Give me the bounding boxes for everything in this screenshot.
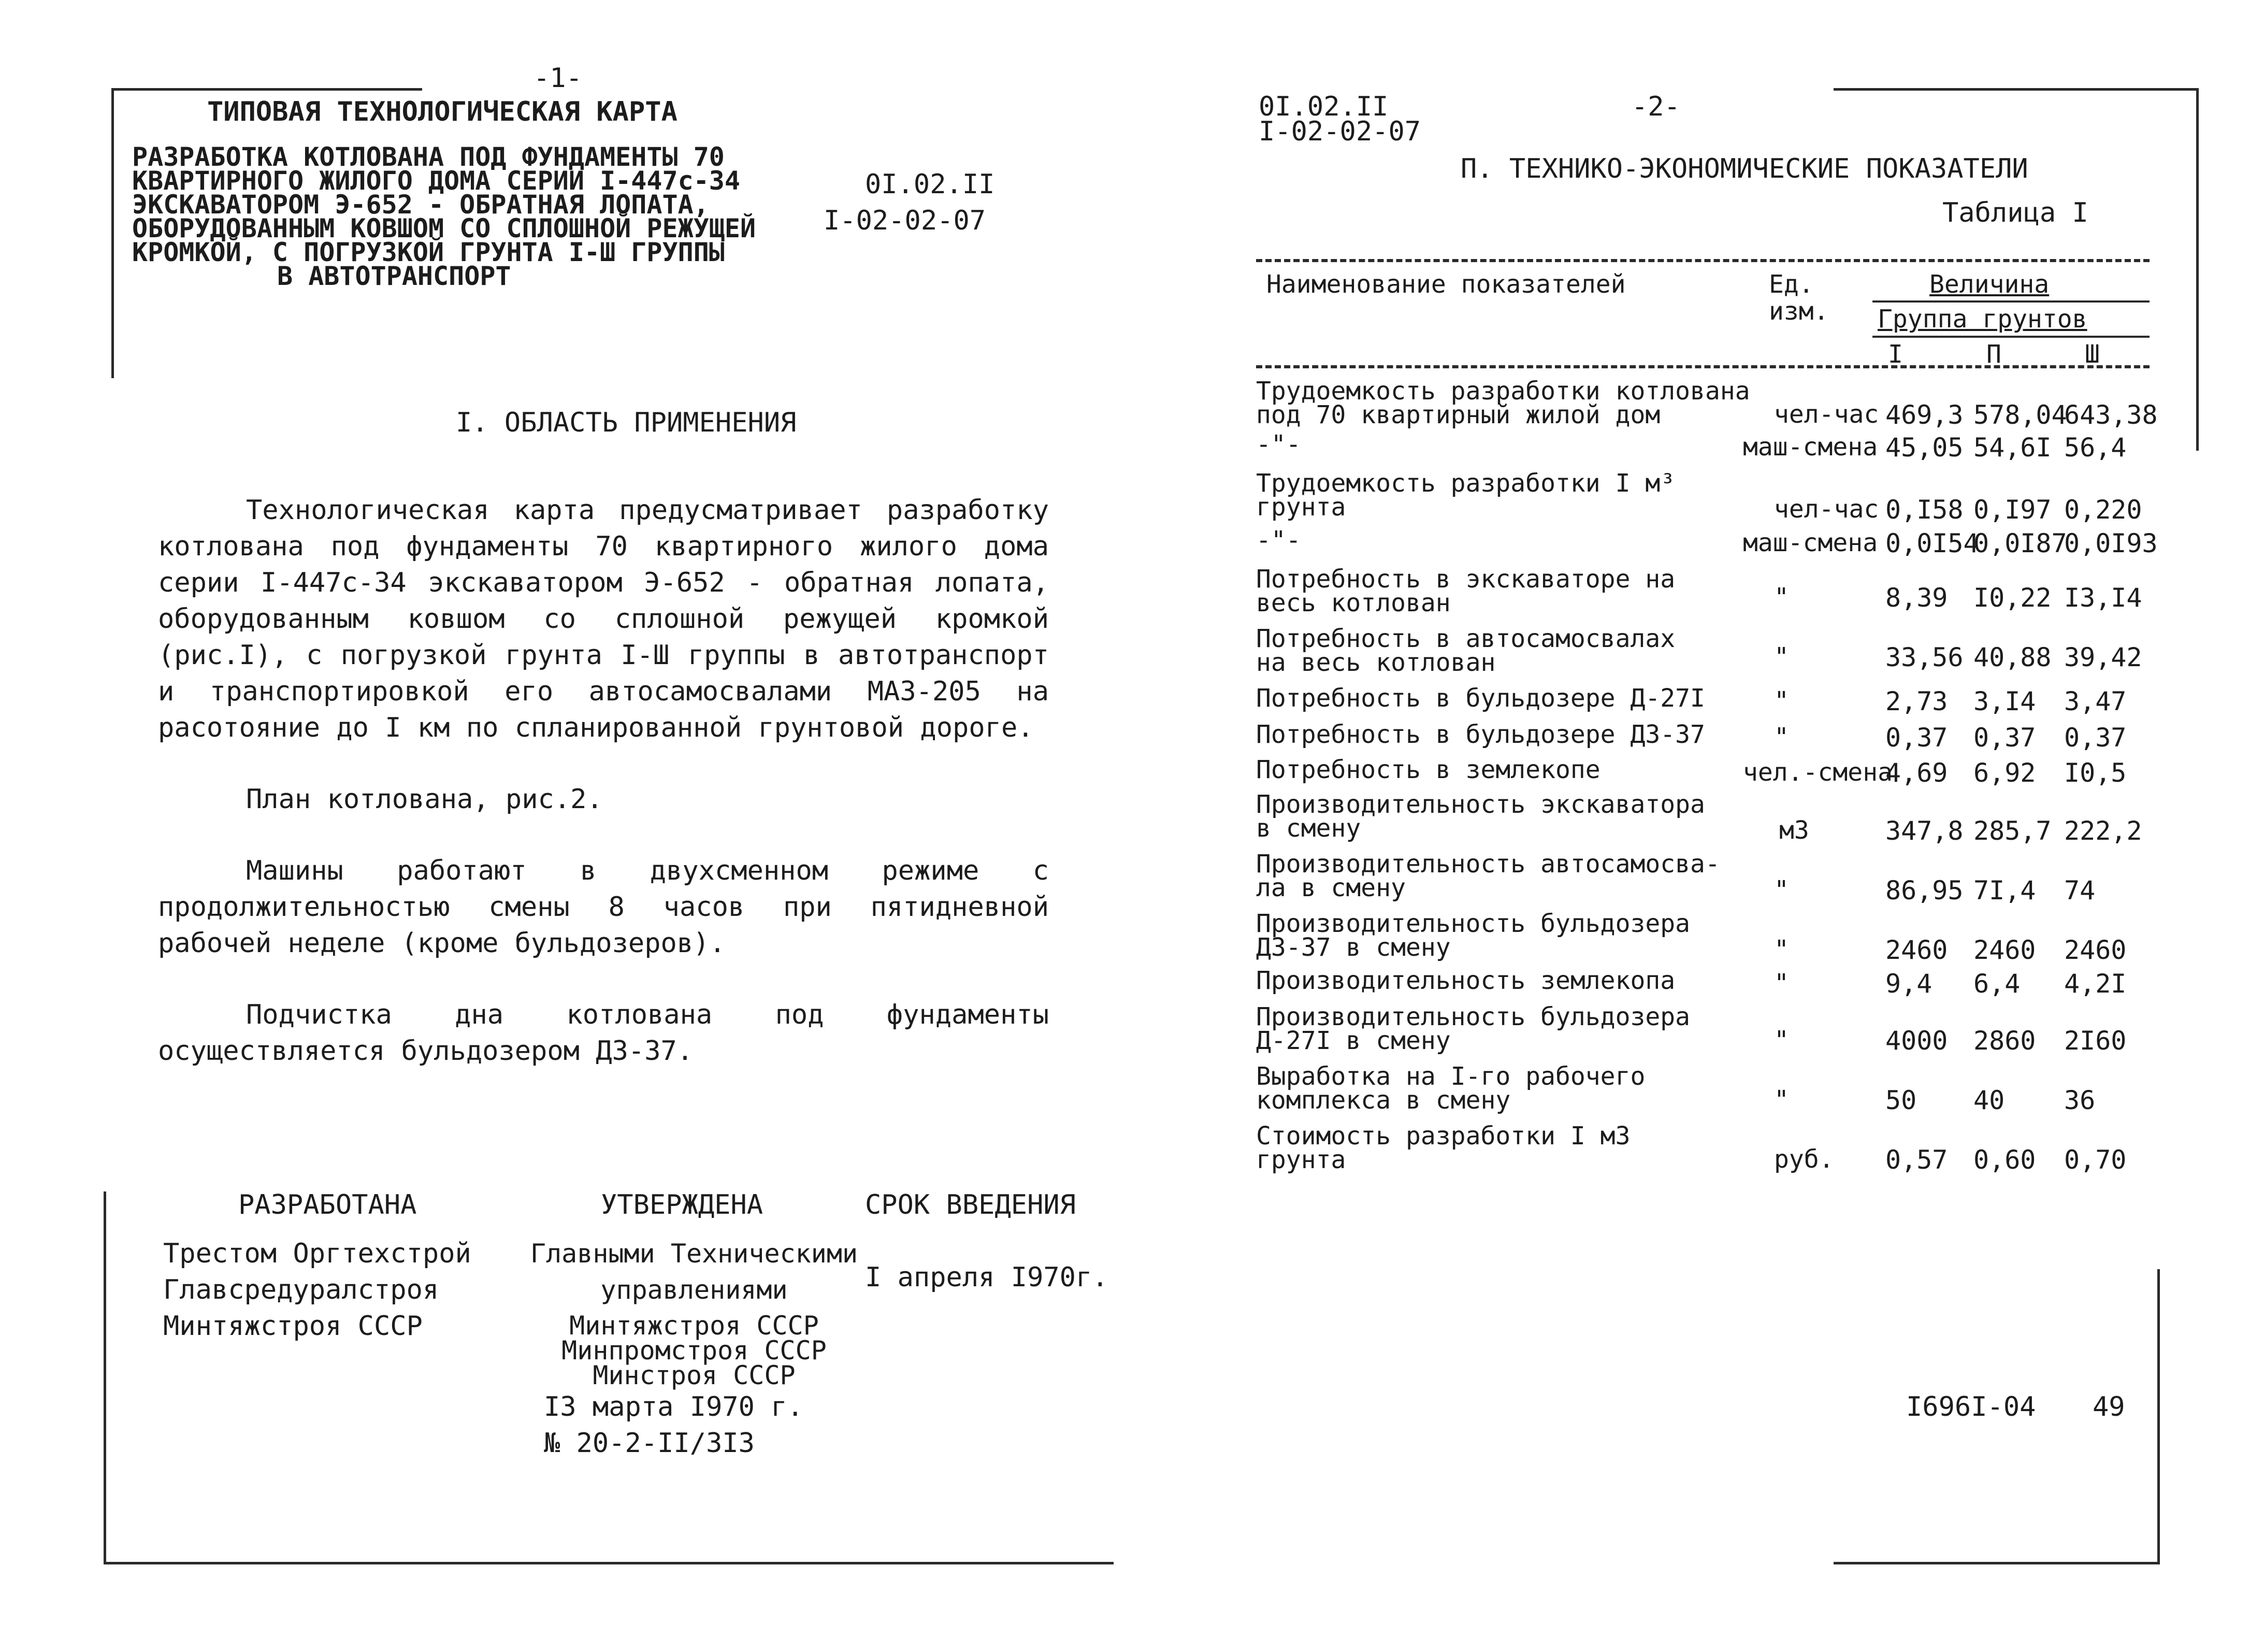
subtitle-line: ЭКСКАВАТОРОМ Э-652 - ОБРАТНАЯ ЛОПАТА, <box>132 190 709 220</box>
row-value: 4,69 <box>1885 758 1948 788</box>
row-value: 0,220 <box>2064 495 2142 525</box>
row-name: Выработка на I-го рабочего комплекса в смену <box>1256 1062 1646 1115</box>
row-value: 36 <box>2064 1085 2096 1115</box>
document-code-1: 0I.02.II <box>865 169 995 200</box>
row-unit: маш-смена <box>1743 528 1878 557</box>
page-number: -1- <box>533 63 582 94</box>
section-title: П. ТЕХНИКО-ЭКОНОМИЧЕСКИЕ ПОКАЗАТЕЛИ <box>1461 153 2028 184</box>
row-value: 7I,4 <box>1973 875 2036 906</box>
row-value: 2460 <box>1885 935 1948 965</box>
row-name: Стоимость разработки I м3 грунта <box>1256 1122 1631 1174</box>
subtitle-line: ОБОРУДОВАННЫМ КОВШОМ СО СПЛОШНОЙ РЕЖУЩЕЙ <box>132 213 756 243</box>
group-col-i: I <box>1888 340 1903 369</box>
header-group-rule <box>1872 336 2150 338</box>
row-value: 222,2 <box>2064 816 2142 846</box>
paragraph: Подчистка дна котлована под фундаменты осуществляется бульдозером ДЗ-37. <box>158 999 1049 1067</box>
row-unit: чел-час <box>1774 400 1879 429</box>
developed-line: Минтяжстроя СССР <box>163 1311 423 1342</box>
deadline-label: СРОК ВВЕДЕНИЯ <box>865 1189 1076 1220</box>
row-value: 2,73 <box>1885 686 1948 716</box>
row-unit: " <box>1774 969 1789 998</box>
table-header-rule <box>1256 365 2150 368</box>
row-value: 0,60 <box>1973 1145 2036 1175</box>
left-frame-bottom <box>104 1562 1114 1564</box>
row-value: I3,I4 <box>2064 583 2142 613</box>
row-unit: " <box>1774 642 1789 671</box>
row-value: 2I60 <box>2064 1026 2127 1056</box>
header-group: Группа грунтов <box>1878 305 2087 334</box>
subtitle-block <box>132 142 756 291</box>
row-value: 9,4 <box>1885 969 1933 999</box>
approved-line: Минпромстроя СССР <box>561 1335 827 1366</box>
row-name: Потребность в экскаваторе на весь котлован <box>1256 565 1676 617</box>
row-name: Трудоемкость разработки I м³ грунта <box>1256 469 1676 522</box>
row-name: Потребность в бульдозере ДЗ-37 <box>1256 720 1705 749</box>
approved-date: I3 марта I970 г. <box>544 1391 803 1423</box>
document-code-2: I-02-02-07 <box>824 205 986 236</box>
developed-label: РАЗРАБОТАНА <box>238 1189 417 1220</box>
header-value-rule <box>1872 300 2150 303</box>
row-value: 33,56 <box>1885 642 1964 672</box>
row-name: Потребность в землекопе <box>1256 755 1600 784</box>
row-value: 0,0I93 <box>2064 528 2158 558</box>
row-value: 6,4 <box>1973 969 2021 999</box>
row-name: Потребность в бульдозере Д-27I <box>1256 684 1705 713</box>
header-value: Величина <box>1929 270 2050 299</box>
section-title: I. ОБЛАСТЬ ПРИМЕНЕНИЯ <box>456 407 797 438</box>
right-frame-bottom <box>1834 1562 2160 1564</box>
group-col-iii: Ш <box>2085 340 2100 369</box>
header-title: ТИПОВАЯ ТЕХНОЛОГИЧЕСКАЯ КАРТА <box>207 96 677 127</box>
row-value: 39,42 <box>2064 642 2142 672</box>
row-value: 56,4 <box>2064 433 2127 463</box>
right-frame-top <box>1834 88 2196 91</box>
row-unit: маш-смена <box>1743 433 1878 462</box>
row-value: 578,04 <box>1973 400 2067 430</box>
row-unit: " <box>1774 723 1789 752</box>
row-value: 0,0I54 <box>1885 528 1979 558</box>
row-name: Производительность землекопа <box>1256 966 1676 995</box>
row-unit: " <box>1774 1085 1789 1114</box>
row-unit: " <box>1774 935 1789 964</box>
approved-label: УТВЕРЖДЕНА <box>601 1189 763 1220</box>
row-value: 4000 <box>1885 1026 1948 1056</box>
subtitle-line: КРОМКОЙ, С ПОГРУЗКОЙ ГРУНТА I-Ш ГРУППЫ <box>132 237 725 267</box>
subtitle-line: КВАРТИРНОГО ЖИЛОГО ДОМА СЕРИИ I-447с-34 <box>132 166 740 196</box>
left-frame-bottom-left <box>104 1191 106 1564</box>
header-unit: изм. <box>1769 297 1829 326</box>
row-name: Потребность в автосамосвалах на весь котлован <box>1256 624 1676 677</box>
row-value: 0,70 <box>2064 1145 2127 1175</box>
subtitle-line: РАЗРАБОТКА КОТЛОВАНА ПОД ФУНДАМЕНТЫ 70 <box>132 142 725 172</box>
right-frame-bottom-right <box>2157 1269 2160 1564</box>
header-unit: Ед. <box>1769 270 1814 299</box>
row-value: 8,39 <box>1885 583 1948 613</box>
header-name: Наименование показателей <box>1266 270 1626 299</box>
row-unit: " <box>1774 583 1789 612</box>
left-frame-left <box>111 88 114 378</box>
row-value: 54,6I <box>1973 433 2052 463</box>
approved-number: № 20-2-II/3I3 <box>544 1428 755 1459</box>
footer-page-number: 49 <box>2093 1391 2125 1423</box>
approved-line: управлениями <box>600 1275 788 1305</box>
row-name: -"- <box>1256 526 1301 555</box>
paragraph: Технологическая карта предусматривает разработку котлована под фундаменты 70 квартирного жилого дома серии I-447с-34 экскаватором Э-652 - обратная лопата, оборудованным ковшом со сплошной режущей кромкой (рис.I), с погрузкой грунта I-Ш группы в автотранспорт и транспортировкой его автосамосвалами МАЗ-205 на расотояние до I км по спланированной грунтовой дороге. <box>158 495 1049 743</box>
row-value: 0,37 <box>1973 723 2036 753</box>
row-value: 2460 <box>1973 935 2036 965</box>
row-value: 347,8 <box>1885 816 1964 846</box>
row-value: 3,I4 <box>1973 686 2036 716</box>
developed-line: Трестом Оргтехстрой <box>163 1238 471 1269</box>
row-value: 469,3 <box>1885 400 1964 430</box>
indicators-table <box>1256 259 2199 1191</box>
left-frame-top <box>111 88 422 91</box>
row-value: 86,95 <box>1885 875 1964 906</box>
row-value: 2860 <box>1973 1026 2036 1056</box>
row-unit: чел-час <box>1774 495 1879 524</box>
row-value: 40,88 <box>1973 642 2052 672</box>
row-value: 2460 <box>2064 935 2127 965</box>
approved-line: Главными Техническими <box>530 1239 858 1269</box>
group-col-ii: П <box>1986 340 2001 369</box>
developed-line: Главсредуралстроя <box>163 1274 439 1305</box>
deadline-value: I апреля I970г. <box>865 1262 1108 1293</box>
row-value: 0,37 <box>1885 723 1948 753</box>
row-value: 0,I97 <box>1973 495 2052 525</box>
row-value: 74 <box>2064 875 2096 906</box>
row-unit: м3 <box>1779 816 1809 845</box>
approved-by <box>528 1236 860 1388</box>
document-code-1: 0I.02.II <box>1259 91 1389 122</box>
row-name: -"- <box>1256 430 1301 459</box>
developed-by <box>163 1236 471 1344</box>
row-unit: чел.-смена <box>1743 758 1893 787</box>
row-value: 45,05 <box>1885 433 1964 463</box>
document-code-2: I-02-02-07 <box>1259 116 1421 147</box>
row-value: I0,5 <box>2064 758 2127 788</box>
row-value: 0,0I87 <box>1973 528 2067 558</box>
row-unit: " <box>1774 686 1789 715</box>
page-number: -2- <box>1632 91 1680 122</box>
table-top-rule <box>1256 259 2150 262</box>
approved-line: Минстроя СССР <box>593 1360 796 1390</box>
row-name: Производительность бульдозера ДЗ-37 в смену <box>1256 909 1691 962</box>
row-value: 0,57 <box>1885 1145 1948 1175</box>
table-label: Таблица I <box>1942 197 2088 228</box>
body-text <box>158 492 1049 1069</box>
row-value: 3,47 <box>2064 686 2127 716</box>
row-value: 285,7 <box>1973 816 2052 846</box>
row-unit: " <box>1774 1026 1789 1055</box>
footer-code: I696I-04 <box>1906 1391 2036 1423</box>
row-name: Производительность бульдозера Д-27I в смену <box>1256 1002 1691 1055</box>
row-value: 0,I58 <box>1885 495 1964 525</box>
row-value: 643,38 <box>2064 400 2158 430</box>
row-value: 50 <box>1885 1085 1917 1115</box>
row-value: 40 <box>1973 1085 2005 1115</box>
row-name: Трудоемкость разработки котлована под 70 квартирный жилой дом <box>1256 377 1750 429</box>
paragraph: План котлована, рис.2. <box>246 784 603 815</box>
row-name: Производительность экскаватора в смену <box>1256 790 1705 843</box>
approved-line: Минтяжстроя СССР <box>569 1311 819 1341</box>
paragraph: Машины работают в двухсменном режиме с продолжительностью смены 8 часов при пятидневной рабочей неделе (кроме бульдозеров). <box>158 855 1049 959</box>
row-unit: " <box>1774 875 1789 904</box>
subtitle-line: В АВТОТРАНСПОРТ <box>277 261 511 291</box>
row-name: Производительность автосамосва- ла в смену <box>1256 850 1720 902</box>
row-value: 0,37 <box>2064 723 2127 753</box>
row-value: 6,92 <box>1973 758 2036 788</box>
row-value: 4,2I <box>2064 969 2127 999</box>
row-unit: руб. <box>1774 1145 1834 1174</box>
row-value: I0,22 <box>1973 583 2052 613</box>
